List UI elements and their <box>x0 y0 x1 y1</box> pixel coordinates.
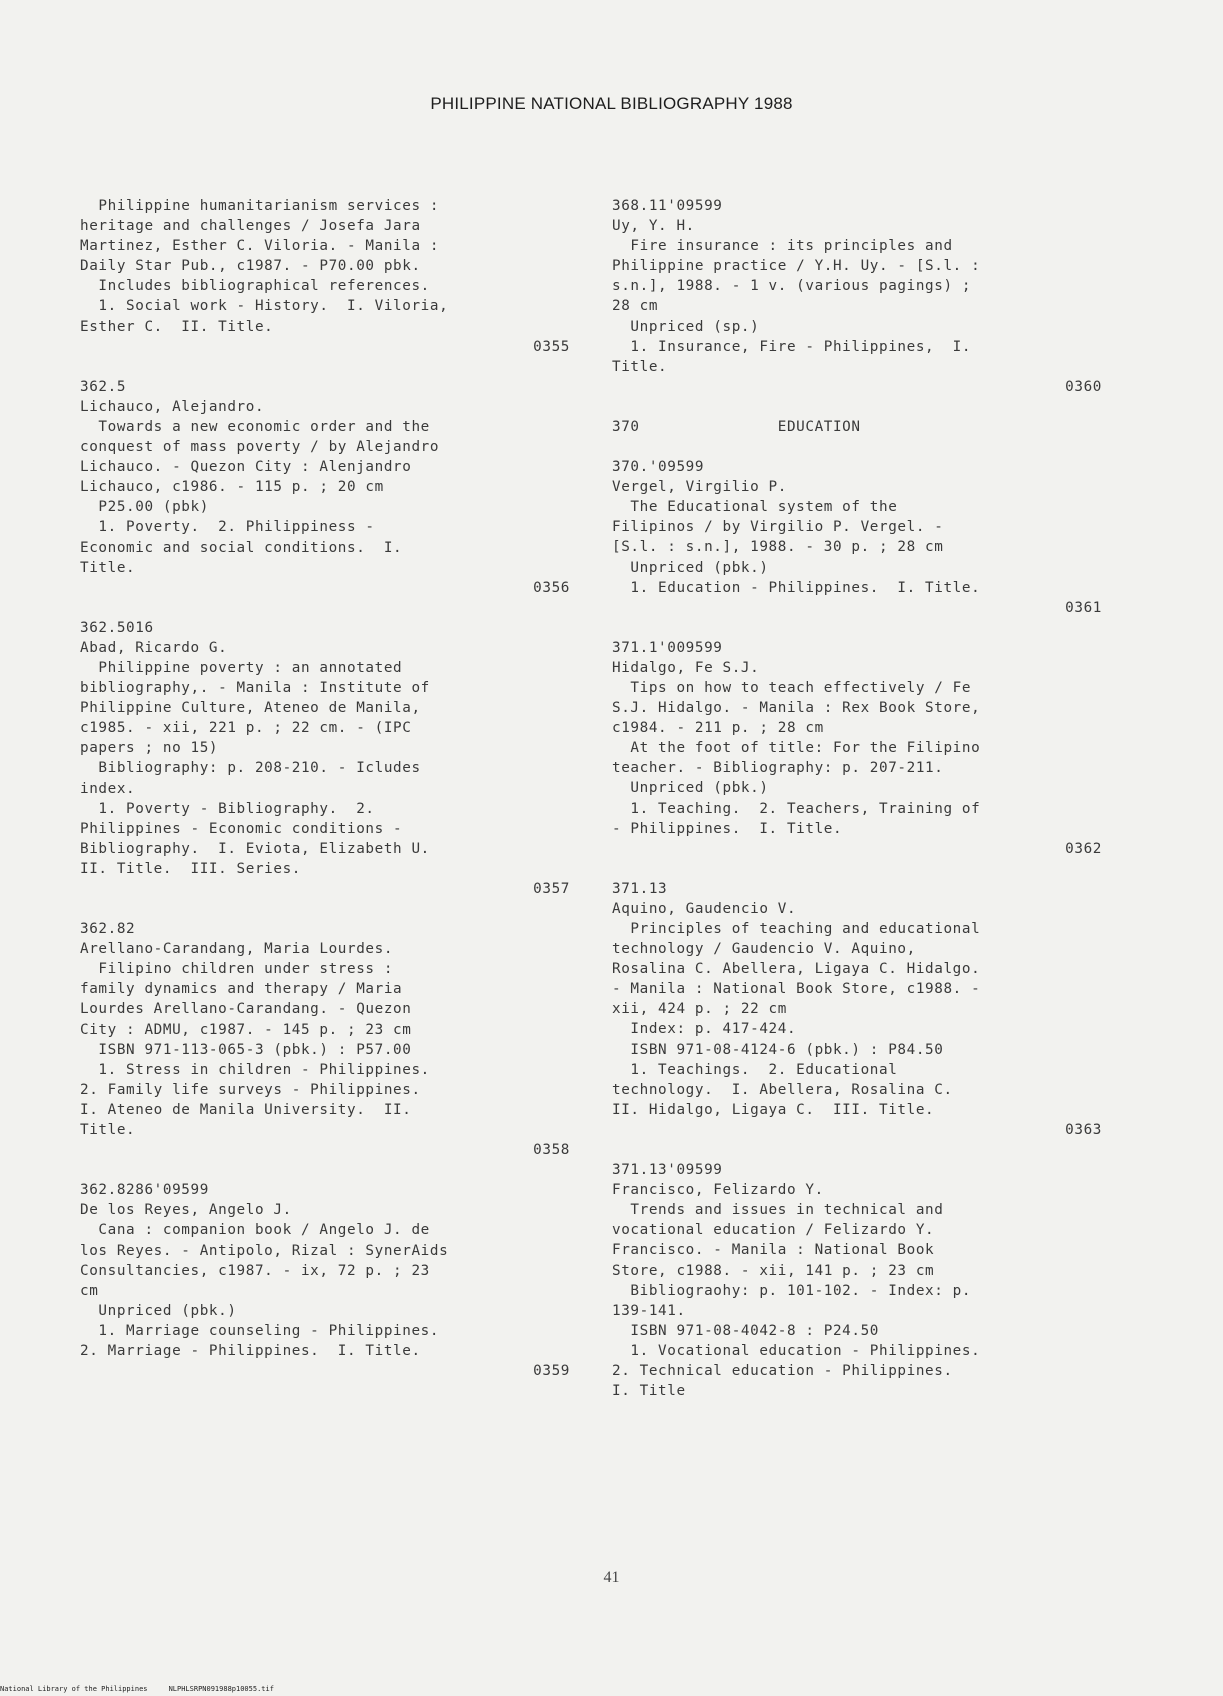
entry-line: Arellano-Carandang, Maria Lourdes. <box>80 941 394 958</box>
entry-line: c1984. - 211 p. ; 28 cm <box>612 720 824 737</box>
entry-number: 0358 <box>533 1142 570 1159</box>
entry-line: 371.13 <box>612 880 668 897</box>
entry-line: 1. Marriage counseling - Philippines. <box>80 1322 440 1339</box>
entry-line: Philippine poverty : an annotated <box>80 659 403 676</box>
entry-line: Bibliography: p. 208-210. - Icludes <box>80 760 421 777</box>
page-number: 41 <box>603 1569 620 1586</box>
entry-line: cm <box>80 1282 99 1299</box>
left-column <box>80 196 570 1401</box>
entry-line: Esther C. II. Title. <box>80 318 274 335</box>
entry-line: Lichauco. - Quezon City : Alenjandro <box>80 459 412 476</box>
entry-line: heritage and challenges / Josefa Jara <box>80 218 421 235</box>
scan-footer: National Library of the Philippines NLPHLSRPN091988p10055.tif <box>0 1685 274 1693</box>
entry-number: 0363 <box>1065 1121 1102 1138</box>
entry-line: Unpriced (sp.) <box>612 318 760 335</box>
entry-line: 370 EDUCATION <box>612 418 861 435</box>
entry-line: 370.'09599 <box>612 459 705 476</box>
entry-line: At the foot of title: For the Filipino <box>612 740 981 757</box>
entry-line: Lourdes Arellano-Carandang. - Quezon <box>80 1001 412 1018</box>
entry-line: Philippine practice / Y.H. Uy. - [S.l. : <box>612 258 981 275</box>
bibliography-entry <box>612 638 1102 859</box>
entry-line: family dynamics and therapy / Maria <box>80 981 403 998</box>
entry-line: Aquino, Gaudencio V. <box>612 900 797 917</box>
entry-line: Unpriced (pbk.) <box>80 1302 237 1319</box>
bibliography-entry <box>80 196 570 357</box>
entry-line: Vergel, Virgilio P. <box>612 479 787 496</box>
entry-line: Economic and social conditions. I. <box>80 539 403 556</box>
entry-line: Index: p. 417-424. <box>612 1021 797 1038</box>
entry-line: - Philippines. I. Title. <box>612 820 843 837</box>
page-header: PHILIPPINE NATIONAL BIBLIOGRAPHY 1988 <box>430 94 793 113</box>
bibliography-entry <box>612 1160 1102 1401</box>
bibliography-entry <box>80 377 570 598</box>
entry-line: Consultancies, c1987. - ix, 72 p. ; 23 <box>80 1262 430 1279</box>
entry-line: 371.13'09599 <box>612 1162 723 1179</box>
entry-line: Rosalina C. Abellera, Ligaya C. Hidalgo. <box>612 961 981 978</box>
entry-line: bibliography,. - Manila : Institute of <box>80 680 430 697</box>
entry-line: 1. Insurance, Fire - Philippines, I. <box>612 338 972 355</box>
entry-line: Philippine Culture, Ateneo de Manila, <box>80 700 421 717</box>
entry-line: conquest of mass poverty / by Alejandro <box>80 439 440 456</box>
entry-line: Filipinos / by Virgilio P. Vergel. - <box>612 519 944 536</box>
entry-line: Abad, Ricardo G. <box>80 639 228 656</box>
entry-line: 362.5016 <box>80 619 154 636</box>
entry-line: ISBN 971-113-065-3 (pbk.) : P57.00 <box>80 1041 412 1058</box>
entry-line: I. Ateneo de Manila University. II. <box>80 1101 412 1118</box>
entry-line: 1. Teaching. 2. Teachers, Training of <box>612 800 981 817</box>
entry-line: 1. Stress in children - Philippines. <box>80 1061 430 1078</box>
entry-number: 0356 <box>533 579 570 596</box>
entry-line: II. Hidalgo, Ligaya C. III. Title. <box>612 1101 935 1118</box>
entry-line: Unpriced (pbk.) <box>612 780 769 797</box>
entry-line: Towards a new economic order and the <box>80 418 430 435</box>
entry-line: Bibliograohy: p. 101-102. - Index: p. <box>612 1282 972 1299</box>
entry-line: Title. <box>80 559 136 576</box>
entry-line: Martinez, Esther C. Viloria. - Manila : <box>80 238 440 255</box>
entry-line: - Manila : National Book Store, c1988. - <box>612 981 981 998</box>
entry-line: technology. I. Abellera, Rosalina C. <box>612 1081 953 1098</box>
entry-line: City : ADMU, c1987. - 145 p. ; 23 cm <box>80 1021 412 1038</box>
entry-line: Lichauco, c1986. - 115 p. ; 20 cm <box>80 479 384 496</box>
entry-line: Filipino children under stress : <box>80 961 394 978</box>
entry-line: xii, 424 p. ; 22 cm <box>612 1001 787 1018</box>
entry-line: 2. Family life surveys - Philippines. <box>80 1081 421 1098</box>
entry-line: Unpriced (pbk.) <box>612 559 769 576</box>
entry-line: 362.8286'09599 <box>80 1182 209 1199</box>
entry-line: Tips on how to teach effectively / Fe <box>612 679 972 696</box>
entry-line: 368.11'09599 <box>612 198 723 214</box>
bibliography-entry <box>612 457 1102 618</box>
entry-line: De los Reyes, Angelo J. <box>80 1202 292 1219</box>
bibliography-entry <box>612 196 1102 397</box>
entry-line: Philippine humanitarianism services : <box>80 198 440 214</box>
entry-line: Francisco, Felizardo Y. <box>612 1182 824 1199</box>
entry-line: Trends and issues in technical and <box>612 1202 944 1219</box>
entry-line: Store, c1988. - xii, 141 p. ; 23 cm <box>612 1262 935 1279</box>
entry-line: The Educational system of the <box>612 499 898 516</box>
entry-line: index. <box>80 780 136 797</box>
entry-line: ISBN 971-08-4042-8 : P24.50 <box>612 1322 880 1339</box>
entry-line: I. Title <box>612 1383 686 1400</box>
entry-line: c1985. - xii, 221 p. ; 22 cm. - (IPC <box>80 720 412 737</box>
entry-line: 371.1'009599 <box>612 639 723 656</box>
entry-line: los Reyes. - Antipolo, Rizal : SynerAids <box>80 1242 449 1259</box>
entry-line: 1. Education - Philippines. I. Title. <box>612 579 981 596</box>
entry-line: 1. Poverty. 2. Philippiness - <box>80 519 375 536</box>
entry-line: Title. <box>80 1122 136 1139</box>
entry-line: 2. Marriage - Philippines. I. Title. <box>80 1342 421 1359</box>
entry-line: 1. Teachings. 2. Educational <box>612 1061 898 1078</box>
entry-line: 362.5 <box>80 378 127 395</box>
bibliography-entry <box>80 919 570 1160</box>
entry-line: papers ; no 15) <box>80 740 219 757</box>
entry-line: Includes bibliographical references. <box>80 278 430 295</box>
entry-line: vocational education / Felizardo Y. <box>612 1222 935 1239</box>
entry-line: s.n.], 1988. - 1 v. (various pagings) ; <box>612 278 972 295</box>
entry-number: 0359 <box>533 1363 570 1380</box>
entry-line: 28 cm <box>612 298 659 315</box>
entry-line: Hidalgo, Fe S.J. <box>612 659 760 676</box>
entry-line: P25.00 (pbk) <box>80 499 209 516</box>
entry-line: Bibliography. I. Eviota, Elizabeth U. <box>80 840 430 857</box>
entry-line: II. Title. III. Series. <box>80 860 301 877</box>
entry-line: Uy, Y. H. <box>612 218 695 235</box>
entry-line: 362.82 <box>80 921 136 938</box>
entry-number: 0360 <box>1065 378 1102 395</box>
entry-line: teacher. - Bibliography: p. 207-211. <box>612 760 944 777</box>
bibliography-entry <box>80 1180 570 1381</box>
entry-line: ISBN 971-08-4124-6 (pbk.) : P84.50 <box>612 1041 944 1058</box>
bibliography-entry <box>612 879 1102 1140</box>
entry-line: S.J. Hidalgo. - Manila : Rex Book Store, <box>612 700 981 717</box>
entry-line: Daily Star Pub., c1987. - P70.00 pbk. <box>80 258 421 275</box>
entry-number: 0357 <box>533 881 570 897</box>
entry-line: Francisco. - Manila : National Book <box>612 1242 935 1259</box>
entry-line: [S.l. : s.n.], 1988. - 30 p. ; 28 cm <box>612 539 944 556</box>
entry-line: technology / Gaudencio V. Aquino, <box>612 941 916 958</box>
bibliography-entry <box>80 618 570 899</box>
entry-line: Principles of teaching and educational <box>612 921 981 937</box>
entry-number: 0355 <box>533 338 570 355</box>
entry-line: Cana : companion book / Angelo J. de <box>80 1222 430 1239</box>
entry-line: 1. Vocational education - Philippines. <box>612 1342 981 1359</box>
entry-line: 1. Social work - History. I. Viloria, <box>80 298 449 315</box>
bibliography-entry <box>612 417 1102 437</box>
entry-line: Philippines - Economic conditions - <box>80 820 403 837</box>
entry-number: 0362 <box>1065 840 1102 857</box>
entry-line: Fire insurance : its principles and <box>612 238 953 255</box>
entry-line: 1. Poverty - Bibliography. 2. <box>80 800 375 817</box>
entry-line: Lichauco, Alejandro. <box>80 398 265 415</box>
entry-number: 0361 <box>1065 599 1102 616</box>
right-column <box>612 196 1102 1421</box>
entry-line: 139-141. <box>612 1302 686 1319</box>
entry-line: Title. <box>612 358 668 375</box>
entry-line: 2. Technical education - Philippines. <box>612 1362 953 1379</box>
